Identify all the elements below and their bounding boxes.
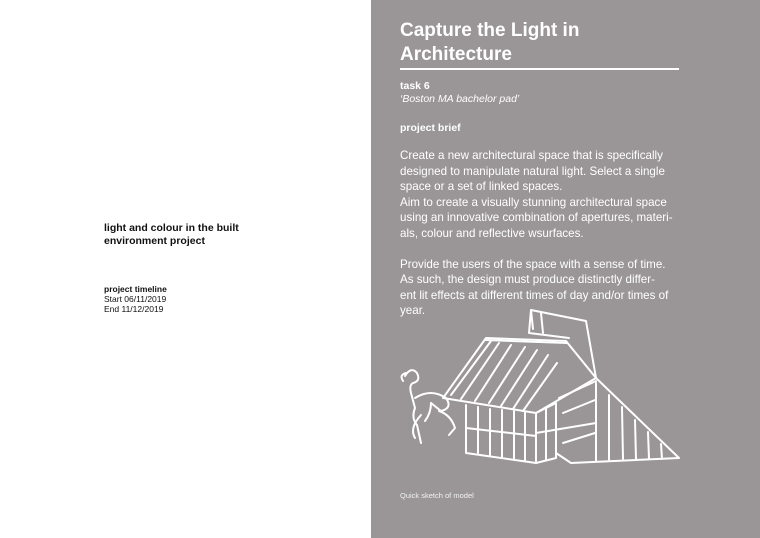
- project-brief: [400, 148, 682, 319]
- sketch-caption: Quick sketch of model: [400, 491, 474, 500]
- title-line2: Architecture: [400, 44, 512, 65]
- paragraph-gap: [400, 241, 682, 257]
- brief-line: Create a new architectural space that is specifically: [400, 149, 663, 162]
- building-sketch: [391, 303, 691, 483]
- timeline-end: End 11/12/2019: [104, 304, 164, 314]
- timeline-label: project timeline: [104, 284, 167, 294]
- brief-line: als, colour and reflective wsurfaces.: [400, 226, 584, 240]
- brief-line: designed to manipulate natural light. Select a single: [400, 164, 665, 178]
- right-page: [371, 0, 760, 538]
- task-name: ‘Boston MA bachelor pad’: [400, 93, 520, 105]
- brief-line: ent lit effects at different times of day and/or times of: [400, 288, 669, 302]
- page-title: [400, 19, 700, 67]
- brief-label: project brief: [400, 122, 461, 134]
- brief-line: year.: [400, 304, 426, 317]
- title-line1: Capture the Light in: [400, 20, 580, 41]
- project-timeline: [104, 284, 167, 314]
- project-heading-line2: environment project: [104, 235, 205, 247]
- brief-line: using an innovative combination of apertures, materi-: [400, 211, 673, 224]
- left-page: [0, 0, 371, 538]
- project-heading: [104, 222, 304, 248]
- project-heading-line1: light and colour in the built: [104, 222, 239, 234]
- brief-line: As such, the design must produce distinctly differ-: [400, 273, 655, 286]
- brief-line: Provide the users of the space with a sense of time.: [400, 257, 666, 271]
- task-label: task 6: [400, 80, 430, 92]
- timeline-start: Start 06/11/2019: [104, 294, 167, 304]
- brief-line: Aim to create a visually stunning architectural space: [400, 195, 667, 209]
- brief-line: space or a set of linked spaces.: [400, 180, 563, 193]
- title-divider: [400, 68, 679, 70]
